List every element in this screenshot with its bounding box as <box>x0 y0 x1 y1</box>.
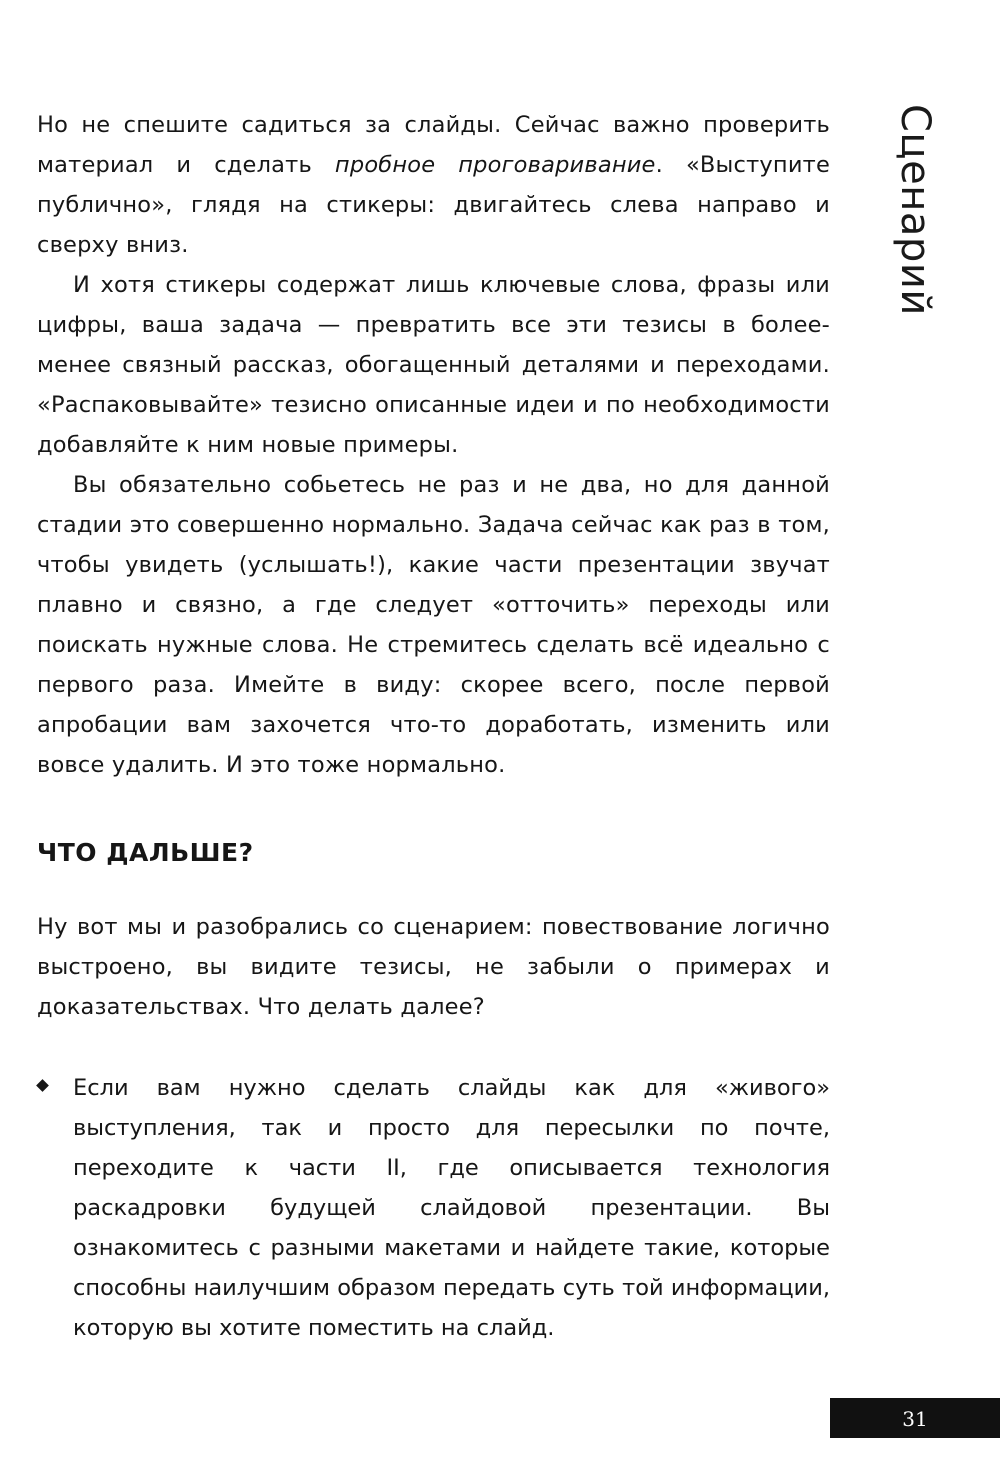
paragraph-1-emphasis: пробное проговаривание <box>334 152 656 178</box>
section-heading: ЧТО ДАЛЬШЕ? <box>37 838 254 867</box>
paragraph-3: Вы обязательно собьетесь не раз и не два, но для данной стадии это совершенно нормально. Задача сейчас как раз в том, чтобы увидеть (услышать!), какие части презентации звучат плавно и связно, а где следует «отточить» переходы или поискать нужные слова. Не стремитесь сделать всё идеально с первого раза. Имейте в виду: скорее всего, после первой апробации вам захочется что-то доработать, изменить или вовсе удалить. И это тоже нормально. <box>37 472 830 778</box>
paragraph-1 <box>37 105 830 265</box>
paragraph-1-start: Но не спешите садиться за слайды. Сейчас важно проверить материал и сделать <box>37 112 830 178</box>
list-item-text: Если вам нужно сделать слайды как для «живого» выступления, так и просто для пересылки по почте, переходите к части II, где описывается технология раскадровки будущей слайдовой презентации. Вы ознакомитесь с разными макетами и найдете такие, которые способны наилучшим образом передать суть той информации, которую вы хотите поместить на слайд. <box>73 1075 830 1341</box>
page-number-bar <box>830 1398 1000 1438</box>
section-intro-block <box>37 907 830 1027</box>
page-number: 31 <box>902 1407 928 1431</box>
list-item <box>37 1068 830 1348</box>
bullet-list <box>37 1068 830 1348</box>
section-intro: Ну вот мы и разобрались со сценарием: повествование логично выстроено, вы видите тезисы, не забыли о примерах и доказательствах. Что делать далее? <box>37 914 830 1020</box>
body-text-top <box>37 105 830 785</box>
paragraph-2: И хотя стикеры содержат лишь ключевые слова, фразы или цифры, ваша задача — превратить все эти тезисы в более-менее связный рассказ, обогащенный деталями и переходами. «Распаковывайте» тезисно описанные идеи и по необходимости добавляйте к ним новые примеры. <box>37 272 830 458</box>
chapter-side-title: Сценарий <box>892 104 938 316</box>
diamond-bullet-icon <box>36 1079 49 1092</box>
paragraph-1-end: . «Выступите публично», глядя на стикеры: двигайтесь слева направо и сверху вниз. <box>37 152 831 258</box>
